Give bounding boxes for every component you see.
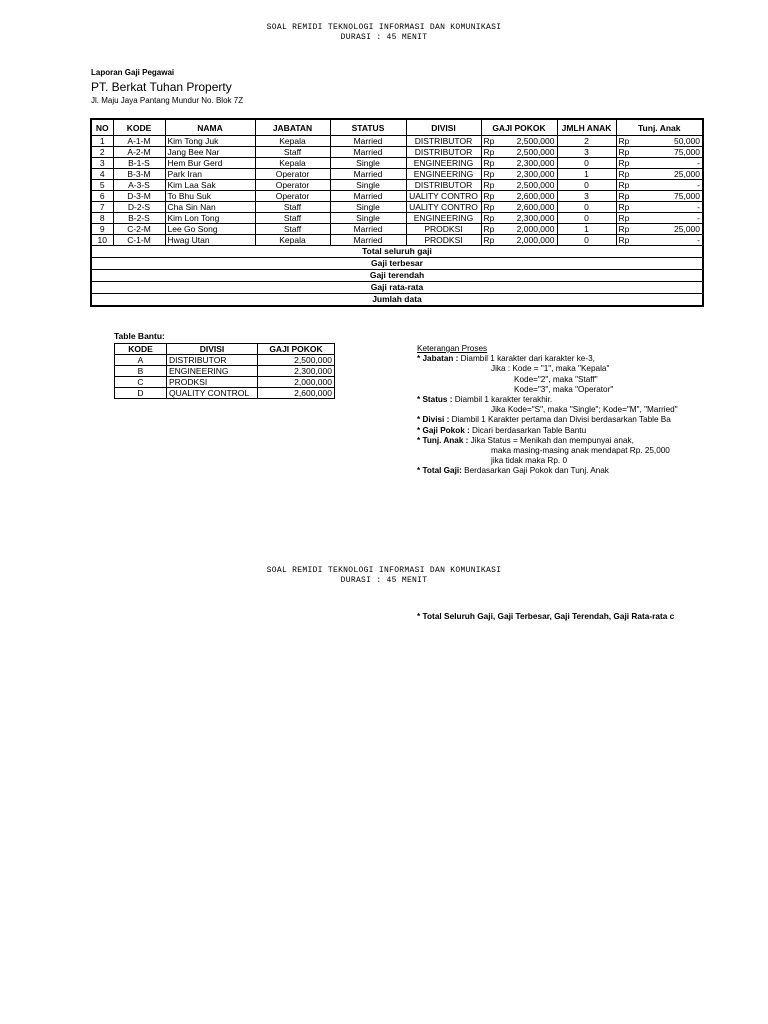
help-table — [114, 343, 335, 399]
help-col-gaji: GAJI POKOK — [258, 344, 335, 355]
cell-anak: 0 — [557, 235, 616, 246]
help-cell-kode: B — [115, 366, 167, 377]
summary-note: * Total Seluruh Gaji, Gaji Terbesar, Gaji Terendah, Gaji Rata-rata c — [417, 611, 675, 621]
exam-title-repeat: SOAL REMIDI TEKNOLOGI INFORMASI DAN KOMUNIKASI — [266, 566, 502, 575]
note-tunj-l3: jika tidak maka Rp. 0 — [491, 456, 567, 466]
table-row — [91, 136, 703, 147]
cell-jabatan: Operator — [255, 180, 330, 191]
col-header-gaji-pokok: GAJI POKOK — [481, 119, 557, 136]
cell-nama: Kim Laa Sak — [165, 180, 255, 191]
cell-jabatan: Operator — [255, 191, 330, 202]
summary-row — [91, 258, 703, 270]
cell-kode: D-2-S — [113, 202, 165, 213]
salary-table — [90, 118, 704, 307]
cell-tunj: - — [632, 180, 703, 191]
cell-rp2: Rp — [616, 191, 632, 202]
company-name: PT. Berkat Tuhan Property — [91, 80, 232, 94]
help-cell-divisi: PRODKSI — [167, 377, 258, 388]
cell-divisi: UALITY CONTRO — [406, 191, 481, 202]
col-header-tunj-anak: Tunj. Anak — [616, 119, 703, 136]
cell-nama: Hem Bur Gerd — [165, 158, 255, 169]
cell-anak: 1 — [557, 224, 616, 235]
cell-divisi: ENGINEERING — [406, 169, 481, 180]
col-header-nama: NAMA — [165, 119, 255, 136]
cell-gaji: 2,300,000 — [497, 158, 557, 169]
cell-nama: Kim Lon Tong — [165, 213, 255, 224]
cell-kode: D-3-M — [113, 191, 165, 202]
cell-jabatan: Staff — [255, 224, 330, 235]
cell-rp1: Rp — [481, 191, 497, 202]
cell-nama: Lee Go Song — [165, 224, 255, 235]
cell-anak: 0 — [557, 202, 616, 213]
cell-status: Married — [330, 136, 406, 147]
cell-kode: A-1-M — [113, 136, 165, 147]
note-divisi: * Divisi : Diambil 1 Karakter pertama dan Divisi berdasarkan Table Ba — [417, 415, 671, 425]
note-status: * Status : Diambil 1 karakter terakhir. — [417, 394, 553, 404]
cell-tunj: - — [632, 213, 703, 224]
table-row — [91, 235, 703, 246]
note-jabatan-l2: Jika : Kode = "1", maka "Kepala" — [491, 364, 610, 374]
notes-title: Keterangan Proses — [417, 344, 488, 353]
cell-rp1: Rp — [481, 158, 497, 169]
summary-label: Gaji terendah — [91, 270, 703, 282]
cell-kode: A-2-M — [113, 147, 165, 158]
help-cell-divisi: ENGINEERING — [167, 366, 258, 377]
help-cell-divisi: QUALITY CONTROL — [167, 388, 258, 399]
cell-anak: 1 — [557, 169, 616, 180]
note-jabatan-l4: Kode="3", maka "Operator" — [514, 384, 614, 394]
cell-rp2: Rp — [616, 202, 632, 213]
cell-gaji: 2,000,000 — [497, 224, 557, 235]
help-cell-gaji: 2,600,000 — [258, 388, 335, 399]
cell-status: Married — [330, 191, 406, 202]
summary-label: Gaji terbesar — [91, 258, 703, 270]
cell-anak: 2 — [557, 136, 616, 147]
cell-rp2: Rp — [616, 158, 632, 169]
table-header-row — [91, 119, 703, 136]
cell-jabatan: Kepala — [255, 136, 330, 147]
cell-no: 8 — [91, 213, 113, 224]
cell-gaji: 2,300,000 — [497, 213, 557, 224]
table-row — [91, 224, 703, 235]
exam-duration-repeat: DURASI : 45 MENIT — [340, 576, 428, 585]
cell-status: Single — [330, 213, 406, 224]
exam-title: SOAL REMIDI TEKNOLOGI INFORMASI DAN KOMUNIKASI — [266, 23, 502, 32]
cell-rp1: Rp — [481, 213, 497, 224]
cell-tunj: 75,000 — [632, 147, 703, 158]
note-gaji: * Gaji Pokok : Dicari berdasarkan Table Bantu — [417, 425, 587, 435]
cell-status: Single — [330, 158, 406, 169]
cell-kode: A-3-S — [113, 180, 165, 191]
cell-nama: To Bhu Suk — [165, 191, 255, 202]
note-tunj-l2: maka masing-masing anak mendapat Rp. 25,000 — [491, 445, 670, 455]
cell-divisi: DISTRIBUTOR — [406, 180, 481, 191]
summary-label: Gaji rata-rata — [91, 282, 703, 294]
note-jabatan-l3: Kode="2", maka "Staff" — [514, 374, 598, 384]
note-jabatan: * Jabatan : Diambil 1 karakter dari karakter ke-3, — [417, 354, 595, 364]
cell-nama: Kim Tong Juk — [165, 136, 255, 147]
help-cell-gaji: 2,300,000 — [258, 366, 335, 377]
summary-row — [91, 294, 703, 307]
cell-kode: C-1-M — [113, 235, 165, 246]
summary-row — [91, 270, 703, 282]
help-row — [115, 366, 335, 377]
cell-divisi: ENGINEERING — [406, 213, 481, 224]
cell-no: 1 — [91, 136, 113, 147]
table-row — [91, 191, 703, 202]
cell-no: 3 — [91, 158, 113, 169]
cell-status: Single — [330, 180, 406, 191]
cell-jabatan: Staff — [255, 147, 330, 158]
cell-tunj: 25,000 — [632, 169, 703, 180]
cell-kode: B-3-M — [113, 169, 165, 180]
help-table-title: Table Bantu: — [114, 331, 165, 341]
help-col-kode: KODE — [115, 344, 167, 355]
cell-rp1: Rp — [481, 169, 497, 180]
cell-gaji: 2,300,000 — [497, 169, 557, 180]
cell-rp2: Rp — [616, 235, 632, 246]
cell-rp2: Rp — [616, 136, 632, 147]
help-cell-gaji: 2,000,000 — [258, 377, 335, 388]
cell-divisi: ENGINEERING — [406, 158, 481, 169]
cell-kode: C-2-M — [113, 224, 165, 235]
table-row — [91, 180, 703, 191]
cell-rp1: Rp — [481, 136, 497, 147]
cell-no: 5 — [91, 180, 113, 191]
note-total: * Total Gaji: Berdasarkan Gaji Pokok dan Tunj. Anak — [417, 466, 609, 476]
exam-duration: DURASI : 45 MENIT — [340, 33, 428, 42]
cell-status: Single — [330, 202, 406, 213]
summary-label: Total seluruh gaji — [91, 246, 703, 258]
company-address: Jl. Maju Jaya Pantang Mundur No. Blok 7Z — [91, 96, 244, 105]
cell-no: 10 — [91, 235, 113, 246]
help-row — [115, 388, 335, 399]
col-header-kode: KODE — [113, 119, 165, 136]
cell-divisi: DISTRIBUTOR — [406, 136, 481, 147]
cell-anak: 0 — [557, 158, 616, 169]
note-status-l2: Jika Kode="S", maka "Single"; Kode="M", "Married" — [491, 405, 678, 415]
report-subtitle: Laporan Gaji Pegawai — [91, 68, 175, 77]
cell-nama: Hwag Utan — [165, 235, 255, 246]
cell-nama: Park Iran — [165, 169, 255, 180]
table-row — [91, 147, 703, 158]
cell-anak: 0 — [557, 213, 616, 224]
cell-jabatan: Kepala — [255, 158, 330, 169]
col-header-jmlh-anak: JMLH ANAK — [557, 119, 616, 136]
process-notes — [417, 344, 707, 476]
cell-rp1: Rp — [481, 224, 497, 235]
cell-no: 7 — [91, 202, 113, 213]
help-cell-gaji: 2,500,000 — [258, 355, 335, 366]
cell-jabatan: Staff — [255, 202, 330, 213]
cell-rp1: Rp — [481, 235, 497, 246]
cell-status: Married — [330, 235, 406, 246]
cell-divisi: PRODKSI — [406, 224, 481, 235]
table-row — [91, 202, 703, 213]
table-row — [91, 213, 703, 224]
cell-jabatan: Kepala — [255, 235, 330, 246]
cell-tunj: 25,000 — [632, 224, 703, 235]
cell-rp2: Rp — [616, 169, 632, 180]
cell-divisi: DISTRIBUTOR — [406, 147, 481, 158]
cell-rp2: Rp — [616, 224, 632, 235]
help-row — [115, 355, 335, 366]
cell-anak: 0 — [557, 180, 616, 191]
cell-rp1: Rp — [481, 147, 497, 158]
col-header-no: NO — [91, 119, 113, 136]
cell-tunj: - — [632, 158, 703, 169]
cell-status: Married — [330, 224, 406, 235]
help-cell-divisi: DISTRIBUTOR — [167, 355, 258, 366]
cell-jabatan: Staff — [255, 213, 330, 224]
cell-status: Married — [330, 169, 406, 180]
cell-kode: B-2-S — [113, 213, 165, 224]
cell-rp2: Rp — [616, 147, 632, 158]
col-header-jabatan: JABATAN — [255, 119, 330, 136]
cell-no: 2 — [91, 147, 113, 158]
cell-divisi: UALITY CONTRO — [406, 202, 481, 213]
cell-kode: B-1-S — [113, 158, 165, 169]
help-cell-kode: D — [115, 388, 167, 399]
col-header-status: STATUS — [330, 119, 406, 136]
cell-rp1: Rp — [481, 180, 497, 191]
cell-tunj: - — [632, 235, 703, 246]
cell-status: Married — [330, 147, 406, 158]
summary-row — [91, 246, 703, 258]
cell-jabatan: Operator — [255, 169, 330, 180]
cell-no: 6 — [91, 191, 113, 202]
cell-no: 9 — [91, 224, 113, 235]
summary-label: Jumlah data — [91, 294, 703, 307]
cell-tunj: - — [632, 202, 703, 213]
cell-nama: Cha Sin Nan — [165, 202, 255, 213]
cell-rp2: Rp — [616, 213, 632, 224]
cell-rp2: Rp — [616, 180, 632, 191]
col-header-divisi: DIVISI — [406, 119, 481, 136]
table-row — [91, 169, 703, 180]
cell-anak: 3 — [557, 191, 616, 202]
cell-anak: 3 — [557, 147, 616, 158]
cell-gaji: 2,500,000 — [497, 180, 557, 191]
help-cell-kode: A — [115, 355, 167, 366]
help-cell-kode: C — [115, 377, 167, 388]
cell-gaji: 2,600,000 — [497, 191, 557, 202]
cell-no: 4 — [91, 169, 113, 180]
cell-gaji: 2,500,000 — [497, 147, 557, 158]
cell-rp1: Rp — [481, 202, 497, 213]
cell-tunj: 75,000 — [632, 191, 703, 202]
cell-gaji: 2,600,000 — [497, 202, 557, 213]
help-row — [115, 377, 335, 388]
help-col-divisi: DIVISI — [167, 344, 258, 355]
cell-nama: Jang Bee Nar — [165, 147, 255, 158]
table-row — [91, 158, 703, 169]
help-header-row — [115, 344, 335, 355]
cell-divisi: PRODKSI — [406, 235, 481, 246]
note-tunj: * Tunj. Anak : Jika Status = Menikah dan mempunyai anak, — [417, 435, 634, 445]
summary-row — [91, 282, 703, 294]
cell-tunj: 50,000 — [632, 136, 703, 147]
cell-gaji: 2,500,000 — [497, 136, 557, 147]
cell-gaji: 2,000,000 — [497, 235, 557, 246]
